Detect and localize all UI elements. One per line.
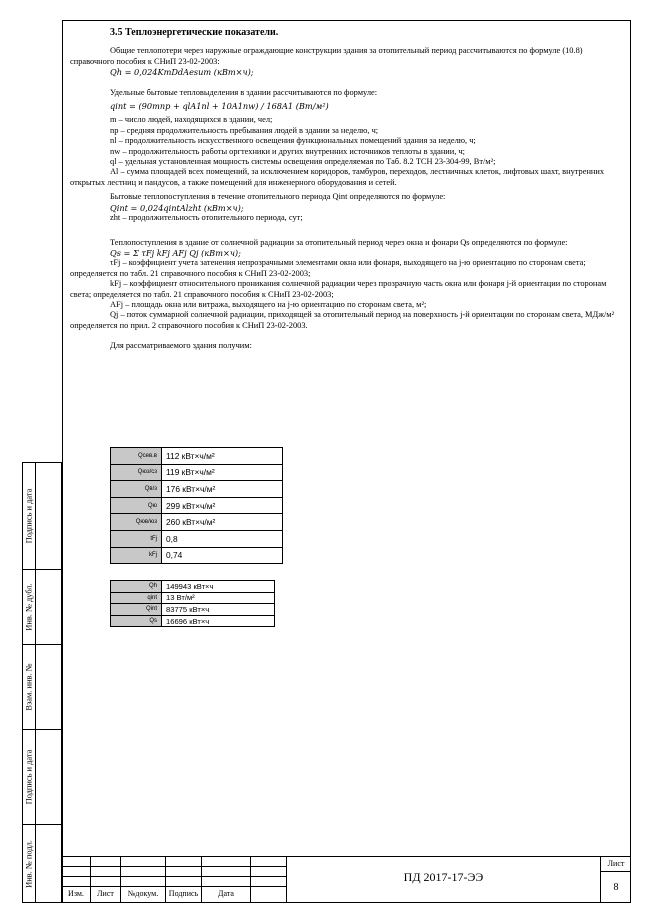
definition: Al – сумма площадей всех помещений, за исключением коридоров, тамбуров, переходов, лестничных клеток, лифтовых шахт, внутренних открытых лестниц и пандусов, а также помещений для инженерного оборудования и сетей. — [70, 167, 605, 187]
table-key: Qint — [111, 604, 162, 616]
formula-qint: qint = (90mnp + qlA1nl + 10A1nw) / 168A1 (Вт/м²) — [110, 101, 329, 112]
document-code: ПД 2017-17-ЭЭ — [403, 870, 484, 884]
paragraph: Бытовые теплопоступления в течение отопительного периода Qint определяются по формуле: — [110, 192, 446, 202]
sidebar-label-inv-orig: Инв. № подл. — [24, 839, 34, 888]
table-key: qint — [111, 592, 162, 604]
definition: τFj – коэффициент учета затенения непрозрачными элементами окна или фонаря, выходящего на j-ю ориентацию по сторонам света; определяется по табл. 21 справочного пособия к СНиП 23-02-2003; — [70, 258, 586, 278]
sidebar-cell — [22, 644, 36, 730]
table-value: 83775 кВт×ч — [162, 604, 275, 616]
definition: Qj – поток суммарной солнечной радиации, приходящей за отопительный период на поверхность j-й ориентации по сторонам света, МДж/м² определяется по прил. 2 справочного пособия к СНиП 23-02-2003. — [70, 310, 615, 330]
section-title: 3.5 Теплоэнергетические показатели. — [110, 27, 279, 38]
results-table — [110, 580, 275, 627]
table-row — [111, 547, 283, 564]
table-value: 299 кВт×ч/м² — [162, 497, 283, 514]
table-key: Qв/з — [111, 481, 162, 498]
stamp-label-podpis: Подпись — [168, 889, 199, 898]
table-key: Qсев.в — [111, 448, 162, 465]
table-key: Qю — [111, 497, 162, 514]
table-row — [111, 604, 275, 616]
sidebar-cell — [22, 824, 36, 903]
paragraph: Удельные бытовые тепловыделения в здании рассчитываются по формуле: — [110, 87, 378, 97]
table-value: 0,8 — [162, 530, 283, 547]
stamp-sheet-label: Лист — [607, 859, 625, 868]
table-value: 260 кВт×ч/м² — [162, 514, 283, 531]
sidebar-label-vzam-inv: Взам. инв. № — [24, 663, 34, 711]
table-row — [111, 497, 283, 514]
formula-qs: Qs = Σ τFj kFj AFj Qj (кВт×ч); — [110, 247, 241, 258]
table-row — [111, 481, 283, 498]
binding-sidebar — [22, 462, 62, 903]
table-key: kFj — [111, 547, 162, 564]
paragraph: Для рассматриваемого здания получим: — [110, 341, 252, 351]
table-row — [111, 514, 283, 531]
title-block — [62, 856, 631, 903]
definition: ql – удельная установленная мощность системы освещения определяемая по Таб. 8.2 ТСН 23-304-99, Вт/м²; — [110, 157, 496, 167]
table-value: 13 Вт/м² — [162, 592, 275, 604]
definition: nw – продолжительность работы оргтехники и других внутренних источников теплоты в здании, ч; — [110, 146, 465, 156]
paragraph: Теплопоступления в здание от солнечной радиации за отопительный период через окна и фонари Qs определяются по формуле: — [110, 237, 568, 247]
table-row — [111, 592, 275, 604]
table-row — [111, 448, 283, 465]
stamp-label-izm: Изм. — [68, 889, 84, 898]
table-value: 119 кВт×ч/м² — [162, 464, 283, 481]
definition: np – средняя продолжительность пребывания людей в здании за неделю, ч; — [110, 125, 379, 135]
definition: AFj – площадь окна или витража, выходящего на j-ю ориентацию по сторонам света, м²; — [110, 299, 427, 309]
definition: kFj – коэффициент относительного проникания солнечной радиации через прозрачную часть окна или фонаря j-й ориентации по сторонам света; определяется по табл. 21 справочного пособия к СНиП 23-02-2003; — [70, 279, 607, 299]
paragraph: Общие теплопотери через наружные ограждающие конструкции здания за отопительный период рассчитываются по формуле (10.8) справочного пособия к СНиП 23-02-2003: — [70, 46, 583, 66]
definition: m – число людей, находящихся в здании, чел; — [110, 115, 273, 125]
table-key: Qh — [111, 581, 162, 593]
stamp-label-list: Лист — [97, 889, 114, 898]
table-value: 176 кВт×ч/м² — [162, 481, 283, 498]
definition: zht – продолжительность отопительного периода, сут; — [110, 213, 303, 223]
table-key: Qs — [111, 615, 162, 627]
table-key: tFj — [111, 530, 162, 547]
sidebar-label-inv-dup: Инв. № дубл. — [24, 583, 34, 631]
formula-qint-total: Qint = 0,024qintAlzht (кВт×ч); — [110, 202, 244, 213]
stamp-label-data: Дата — [218, 889, 234, 898]
page-content — [70, 28, 626, 352]
sidebar-label-sign-date: Подпись и дата — [24, 749, 34, 805]
formula-qh: Qh = 0,024KmDdAesum (кВт×ч); — [110, 67, 254, 78]
table-value: 16696 кВт×ч — [162, 615, 275, 627]
table-value: 149943 кВт×ч — [162, 581, 275, 593]
table-value: 112 кВт×ч/м² — [162, 448, 283, 465]
table-row — [111, 581, 275, 593]
table-row — [111, 464, 283, 481]
stamp-label-ndoc: №докум. — [127, 889, 159, 898]
table-key: Qюз/сз — [111, 464, 162, 481]
table-value: 0,74 — [162, 547, 283, 564]
solar-radiation-table — [110, 447, 283, 564]
sidebar-label-sign-date: Подпись и дата — [24, 488, 34, 544]
table-row — [111, 530, 283, 547]
sheet-number: 8 — [613, 882, 619, 893]
table-row — [111, 615, 275, 627]
table-key: Qюв/юз — [111, 514, 162, 531]
sidebar-cell — [22, 462, 36, 570]
sidebar-cell — [22, 569, 36, 645]
sidebar-cell — [22, 729, 36, 825]
definition: nl – продолжительность искусственного освещения функциональных помещений здания за неделю, ч; — [110, 136, 476, 146]
